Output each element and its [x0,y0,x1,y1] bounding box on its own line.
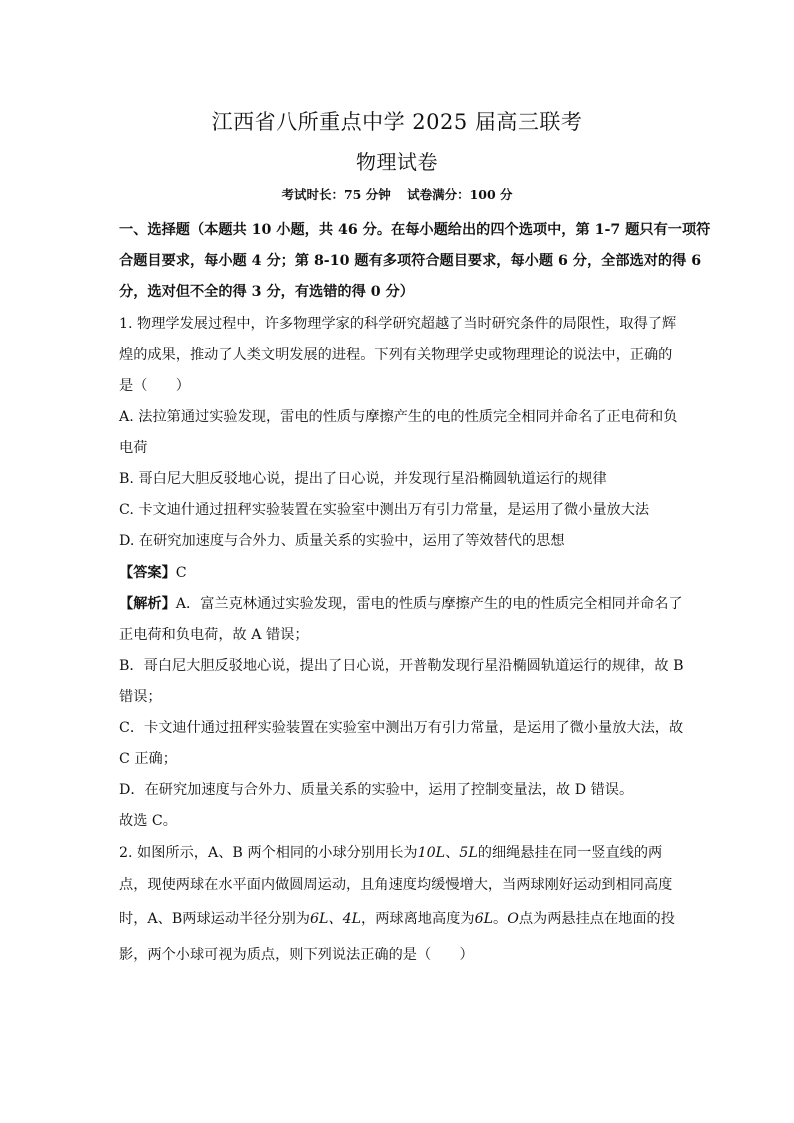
q1-option-c: C. 卡文迪什通过扭秤实验装置在实验室中测出万有引力常量，是运用了微小量放大法 [119,502,650,518]
q2-formula: 6L [474,911,494,927]
q2-formula: 10L [417,845,446,861]
q1-option-b: B. 哥白尼大胆反驳地心说，提出了日心说，并发现行星沿椭圆轨道运行的规律 [119,471,607,487]
q2-text: 点为两悬挂点在地面的投 [518,911,675,927]
q1-analysis-line: C．卡文迪什通过扭秤实验装置在实验室中测出万有引力常量，是运用了微小量放大法，故 [119,720,684,736]
section-instructions-line: 合题目要求，每小题 4 分；第 8-10 题有多项符合题目要求，每小题 6 分，全部选对的得 6 [119,253,702,269]
q2-formula: 5L [459,845,478,861]
exam-meta [0,185,794,203]
subject-title: 物理试卷 [356,150,438,174]
q2-formula: O [507,911,519,927]
q2-text: 、 [445,845,460,861]
q1-stem-line: 是（ ） [119,378,190,394]
q1-answer [119,562,187,582]
q2-formula: A、B [147,911,183,927]
q2-text: 2. 如图所示，A、B 两个相同的小球分别用长为 [119,845,418,861]
q2-stem-line [119,842,662,862]
section-instructions-line: 分，选对但不全的得 3 分，有选错的得 0 分） [119,284,414,300]
q2-stem-line [119,908,675,928]
answer-value: C [175,565,187,581]
q1-option-a: A. 法拉第通过实验发现，雷电的性质与摩擦产生的电的性质完全相同并命名了正电荷和负 [119,409,678,425]
q1-analysis-line: 正电荷和负电荷，故 A 错误； [119,627,309,643]
q2-formula: 6L、4L [309,911,362,927]
q1-stem-line: 1. 物理学发展过程中，许多物理学家的科学研究超越了当时研究条件的局限性，取得了辉 [119,316,677,332]
q2-text: 。 [493,911,508,927]
section-instructions-line: 一、选择题（本题共 10 小题，共 46 分。在每小题给出的四个选项中，第 1-7 题只有一项符 [119,222,711,238]
q1-analysis-line [119,593,683,613]
q1-analysis-line: D．在研究加速度与合外力、质量关系的实验中，运用了控制变量法，故 D 错误。 [119,782,634,798]
q1-stem-line: 煌的成果，推动了人类文明发展的进程。下列有关物理学史或物理理论的说法中，正确的 [119,347,673,363]
exam-time: 考试时长：75 分钟 [281,187,391,202]
q2-text: 的细绳悬挂在同一竖直线的两 [477,845,663,861]
q1-option-d: D. 在研究加速度与合外力、质量关系的实验中，运用了等效替代的思想 [119,533,565,549]
full-score: 试卷满分：100 分 [407,187,513,202]
q2-stem-line: 影，两个小球可视为质点，则下列说法正确的是（ ） [119,947,474,963]
q2-text: 两球运动半径分别为 [182,911,310,927]
q2-stem-line: 点，现使两球在水平面内做圆周运动，且角速度均缓慢增大，当两球刚好运动到相同高度 [119,877,673,893]
q1-analysis-line: C 正确； [119,751,177,767]
q2-text: ，两球离地高度为 [361,911,475,927]
exam-title: 江西省八所重点中学 2025 届高三联考 [211,110,583,134]
q2-text: 时， [119,911,148,927]
analysis-tag: 【解析】 [119,596,176,612]
q1-analysis-line: B．哥白尼大胆反驳地心说，提出了日心说，开普勒发现行星沿椭圆轨道运行的规律，故 B [119,658,684,674]
answer-tag: 【答案】 [119,565,176,581]
q1-option-a-cont: 电荷 [119,440,148,456]
q1-analysis-line: 错误； [119,689,162,705]
analysis-text: A．富兰克林通过实验发现，雷电的性质与摩擦产生的电的性质完全相同并命名了 [175,596,683,612]
q1-analysis-line: 故选 C。 [119,813,177,829]
